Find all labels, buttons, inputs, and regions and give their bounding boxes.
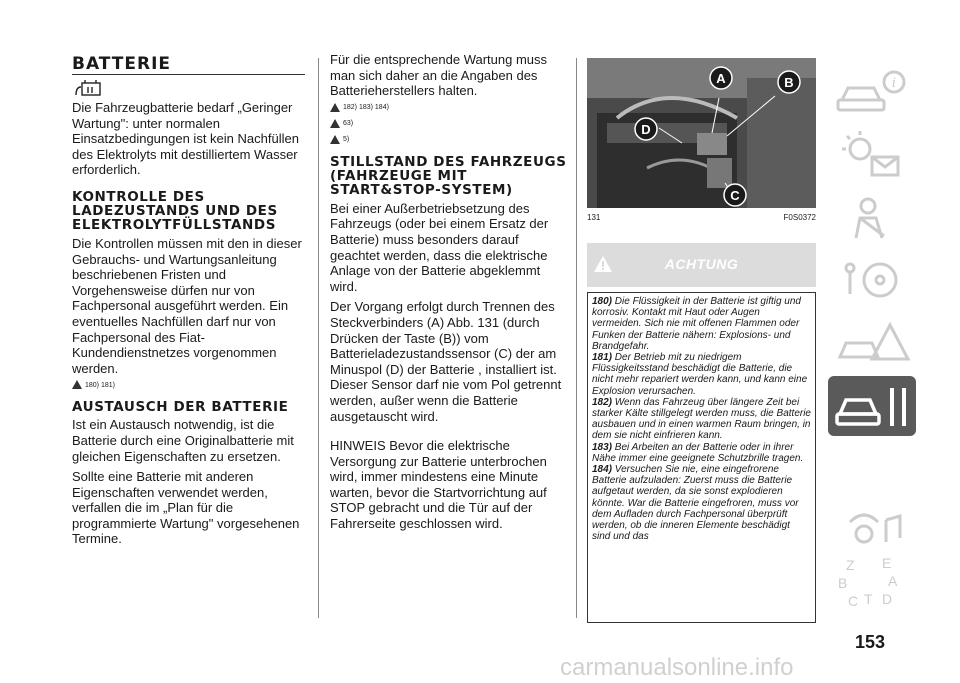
section-heading-stillstand: STILLSTAND DES FAHRZEUGS (FAHRZEUGE MIT START&STOP-SYSTEM) <box>330 153 567 198</box>
intro-text: Die Fahrzeugbatterie bedarf „Geringer Wartung": unter normalen Einsatzbedingungen ist kein Nachfüllen des Elektrolyts mit destilliertem Wasser erforderlich. <box>72 100 299 178</box>
tab-maintenance[interactable] <box>828 376 916 436</box>
warning-item: 184) Versuchen Sie nie, eine eingefrorene Batterie aufzuladen: Zuerst muss die Batterie aufgetaut werden, da sie sonst explodieren könnte. War die Batterie eingefroren, muss vor dem Aufladen durch Fachpersonal überprüft werden, ob die inneren Elemente beschädigt sind und das <box>592 464 799 543</box>
figure-number: 131 <box>587 213 601 222</box>
tab-car-info[interactable] <box>828 62 916 122</box>
tab-safety[interactable] <box>828 188 916 248</box>
svg-text:C: C <box>848 593 859 609</box>
section-heading-kontrolle: KONTROLLE DES LADEZUSTANDS UND DES ELEKTROLYTFÜLLSTANDS <box>72 188 278 233</box>
battery-photo <box>587 58 816 208</box>
watermark: carmanualsonline.info <box>560 654 794 681</box>
stillstand-text-2: Der Vorgang erfolgt durch Trennen des Steckverbinders (A) Abb. 131 (durch Drücken der Taste (B)) vom Batterieladezustandssensor (C) der am Minuspol (D) der Batterie , installiert ist. Dieser Sensor darf nie vom Pol getrennt werden, außer wenn die Batterie ausgetauscht wird. <box>330 299 562 424</box>
environment-icon <box>330 135 340 145</box>
austausch-text-2: Sollte eine Batterie mit anderen Eigenschaften verwendet werden, verfallen die im „Plan für die programmierte Wartung" vorgesehenen Termine. <box>72 469 300 547</box>
maintenance-icon <box>828 376 916 436</box>
stillstand-text-1: Bei einer Außerbetriebsetzung des Fahrzeugs (oder bei einem Ersatz der Batterie) muss besonders darauf geachtet werden, dass die elektrische Anlage von der Batterie abgeklemmt wird. <box>330 200 549 294</box>
svg-text:i: i <box>891 76 897 91</box>
svg-text:T: T <box>864 591 873 607</box>
tab-multimedia[interactable] <box>828 500 916 560</box>
callout-label-a: A <box>716 71 726 86</box>
multimedia-icon <box>828 500 916 560</box>
warning-refs: 182) 183) 184) <box>330 101 570 115</box>
environment-refs: 5) <box>330 133 570 147</box>
tab-emergency[interactable] <box>828 313 916 373</box>
svg-text:A: A <box>888 573 898 589</box>
warning-triangle-icon <box>330 103 340 113</box>
page-title: BATTERIE <box>72 54 172 74</box>
index-icon <box>828 556 916 616</box>
hinweis-text: HINWEIS Bevor die elektrische Versorgung zur Batterie unterbrochen wird, immer mindestens eine Minute warten, bevor die Startvorrichtung auf STOP gebracht und die Tür auf der Fahrerseite geschlossen wird. <box>330 438 547 532</box>
hersteller-text: Für die entsprechende Wartung muss man sich daher an die Angaben des Batterieherstellers halten. <box>330 52 548 99</box>
warning-refs: 180) 181) <box>72 378 308 392</box>
svg-text:Z: Z <box>846 557 855 573</box>
callout-label-b: B <box>784 75 794 90</box>
warning-item: 181) Der Betrieb mit zu niedrigem Flüssigkeitsstand beschädigt die Batterie, die nicht mehr repariert werden kann, und kann eine Explosion verursachen. <box>592 352 808 397</box>
svg-text:D: D <box>882 591 893 607</box>
steering-wheel-icon <box>828 250 916 310</box>
figure-code: F0S0372 <box>783 213 816 222</box>
column-separator <box>576 58 577 618</box>
kontrolle-text: Die Kontrollen müssen mit den in dieser Gebrauchs- und Wartungsanleitung beschriebenen Fristen und Vorgehensweise dürfen nur von Fachpersonal ausgeführt werden. Ein eventuelles Nachfüllen darf nur von Fachpersonal des Fiat-Kundendienstnetzes vorgenommen werden. <box>72 235 302 376</box>
tab-index[interactable] <box>828 556 916 616</box>
tab-warning-lights[interactable] <box>828 125 916 185</box>
warning-lights-icon <box>828 125 916 185</box>
callout-label-d: D <box>641 122 651 137</box>
column-3 <box>587 58 816 623</box>
battery-symbol <box>72 73 308 100</box>
warning-title: ACHTUNG <box>664 256 739 272</box>
safety-icon <box>828 188 916 248</box>
tab-driving[interactable] <box>828 250 916 310</box>
warning-item: 180) Die Flüssigkeit in der Batterie ist giftig und korrosiv. Kontakt mit Haut oder Augen vermeiden. Sich nie mit offenen Flammen oder Funken der Batterie nähern: Explosions- und Brandgefahr. <box>592 296 801 352</box>
page-number: 153 <box>854 632 886 652</box>
battery-recycle-icon <box>74 79 102 97</box>
warning-item: 183) Bei Arbeiten an der Batterie oder in ihrer Nähe immer eine geeignete Schutzbrille tragen. <box>592 441 804 464</box>
emergency-icon <box>828 313 916 373</box>
warning-item: 182) Wenn das Fahrzeug über längere Zeit bei starker Kälte stillgelegt werden muss, die Batterie ausbauen und in einen warmen Raum bringen, in dem sie nicht einfrieren kann. <box>592 396 811 442</box>
column-1 <box>72 56 308 547</box>
car-info-icon <box>828 62 916 122</box>
svg-text:E: E <box>882 556 892 571</box>
austausch-text-1: Ist ein Austausch notwendig, ist die Batterie durch eine Originalbatterie mit gleichen Eigenschaften zu ersetzen. <box>72 417 294 464</box>
callout-label-c: C <box>730 188 740 203</box>
svg-text:B: B <box>838 575 848 591</box>
column-separator <box>318 58 319 618</box>
section-heading-austausch: AUSTAUSCH DER BATTERIE <box>72 399 289 416</box>
caution-refs: 63) <box>330 117 570 131</box>
column-2 <box>330 52 570 532</box>
warning-box <box>587 292 816 623</box>
battery-figure <box>587 58 816 208</box>
warning-triangle-icon <box>72 380 82 390</box>
caution-triangle-icon <box>330 119 340 129</box>
warning-header <box>587 243 816 287</box>
figure-caption <box>587 213 816 222</box>
